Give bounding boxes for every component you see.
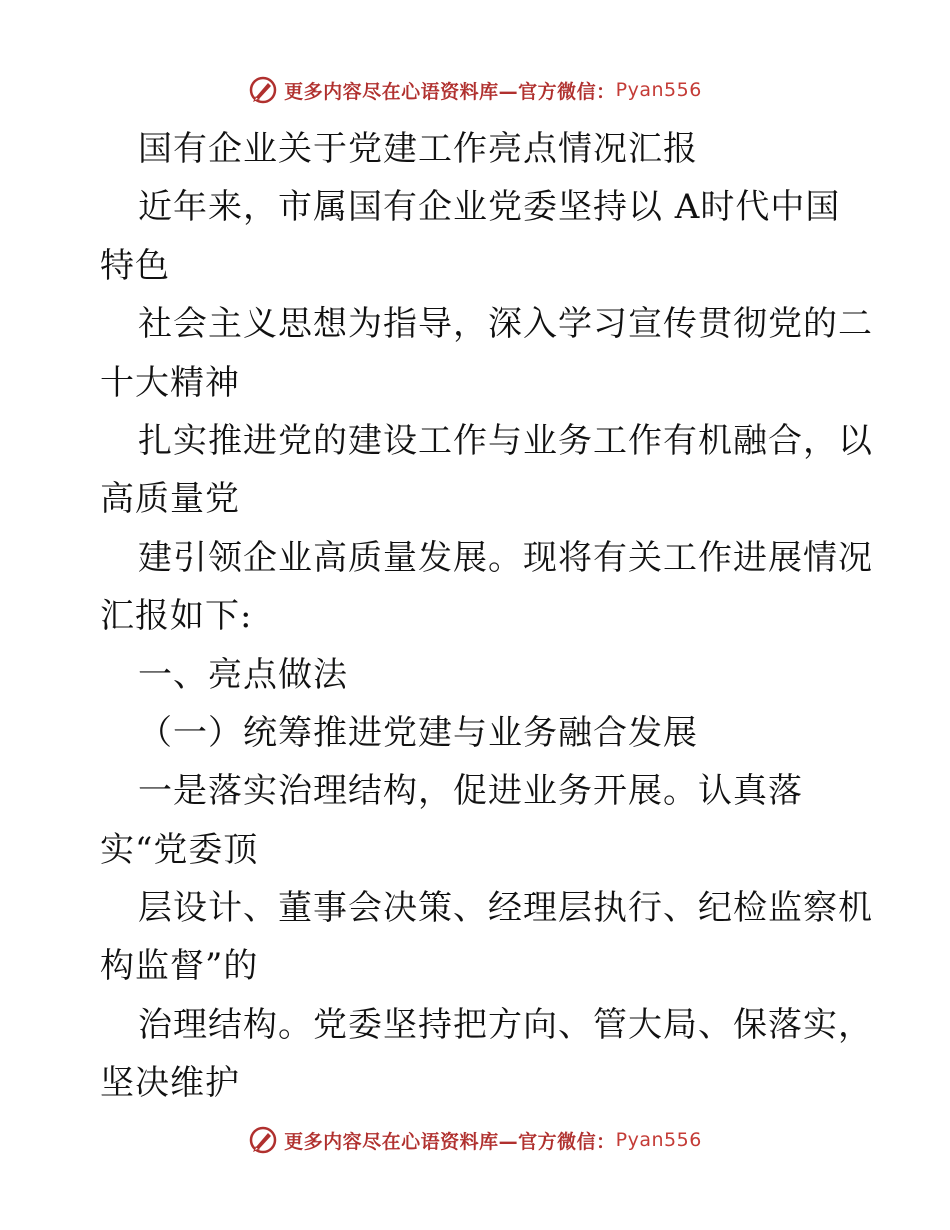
body-line: 构监督”的 — [100, 946, 259, 987]
watermark-banner-top — [0, 70, 950, 110]
body-line: 治理结构。党委坚持把方向、管大局、保落实， — [138, 1004, 873, 1045]
section-heading: 一、亮点做法 — [138, 654, 348, 695]
body-line: 社会主义思想为指导，深入学习宣传贯彻党的二 — [138, 304, 873, 345]
body-line: 扎实推进党的建设工作与业务工作有机融合，以 — [138, 420, 873, 461]
subsection-heading: （一）统筹推进党建与业务融合发展 — [138, 712, 698, 753]
document-title: 国有企业关于党建工作亮点情况汇报 — [138, 129, 698, 169]
body-line: 十大精神 — [100, 362, 240, 403]
body-line: 实“党委顶 — [100, 829, 259, 870]
body-line: 近年来，市属国有企业党委坚持以 A时代中国 — [138, 187, 841, 228]
body-line: 坚决维护 — [100, 1063, 240, 1104]
body-line: 汇报如下: — [100, 596, 253, 637]
body-line: 层设计、董事会决策、经理层执行、纪检监察机 — [138, 888, 873, 929]
pen-logo-icon — [248, 75, 278, 105]
watermark-text: 更多内容尽在心语资料库—官方微信： — [284, 1130, 616, 1153]
pen-logo-icon — [248, 1125, 278, 1155]
body-line: 高质量党 — [100, 479, 240, 520]
body-line: 特色 — [100, 245, 170, 286]
body-line: 一是落实治理结构，促进业务开展。认真落 — [138, 771, 803, 812]
watermark-wechat-id: Pyan556 — [615, 1129, 702, 1151]
watermark-banner-bottom — [0, 1120, 950, 1160]
watermark-wechat-id: Pyan556 — [615, 79, 702, 101]
watermark-text: 更多内容尽在心语资料库—官方微信： — [284, 80, 616, 103]
document-body — [100, 120, 873, 1113]
body-line: 建引领企业高质量发展。现将有关工作进展情况 — [138, 537, 873, 578]
